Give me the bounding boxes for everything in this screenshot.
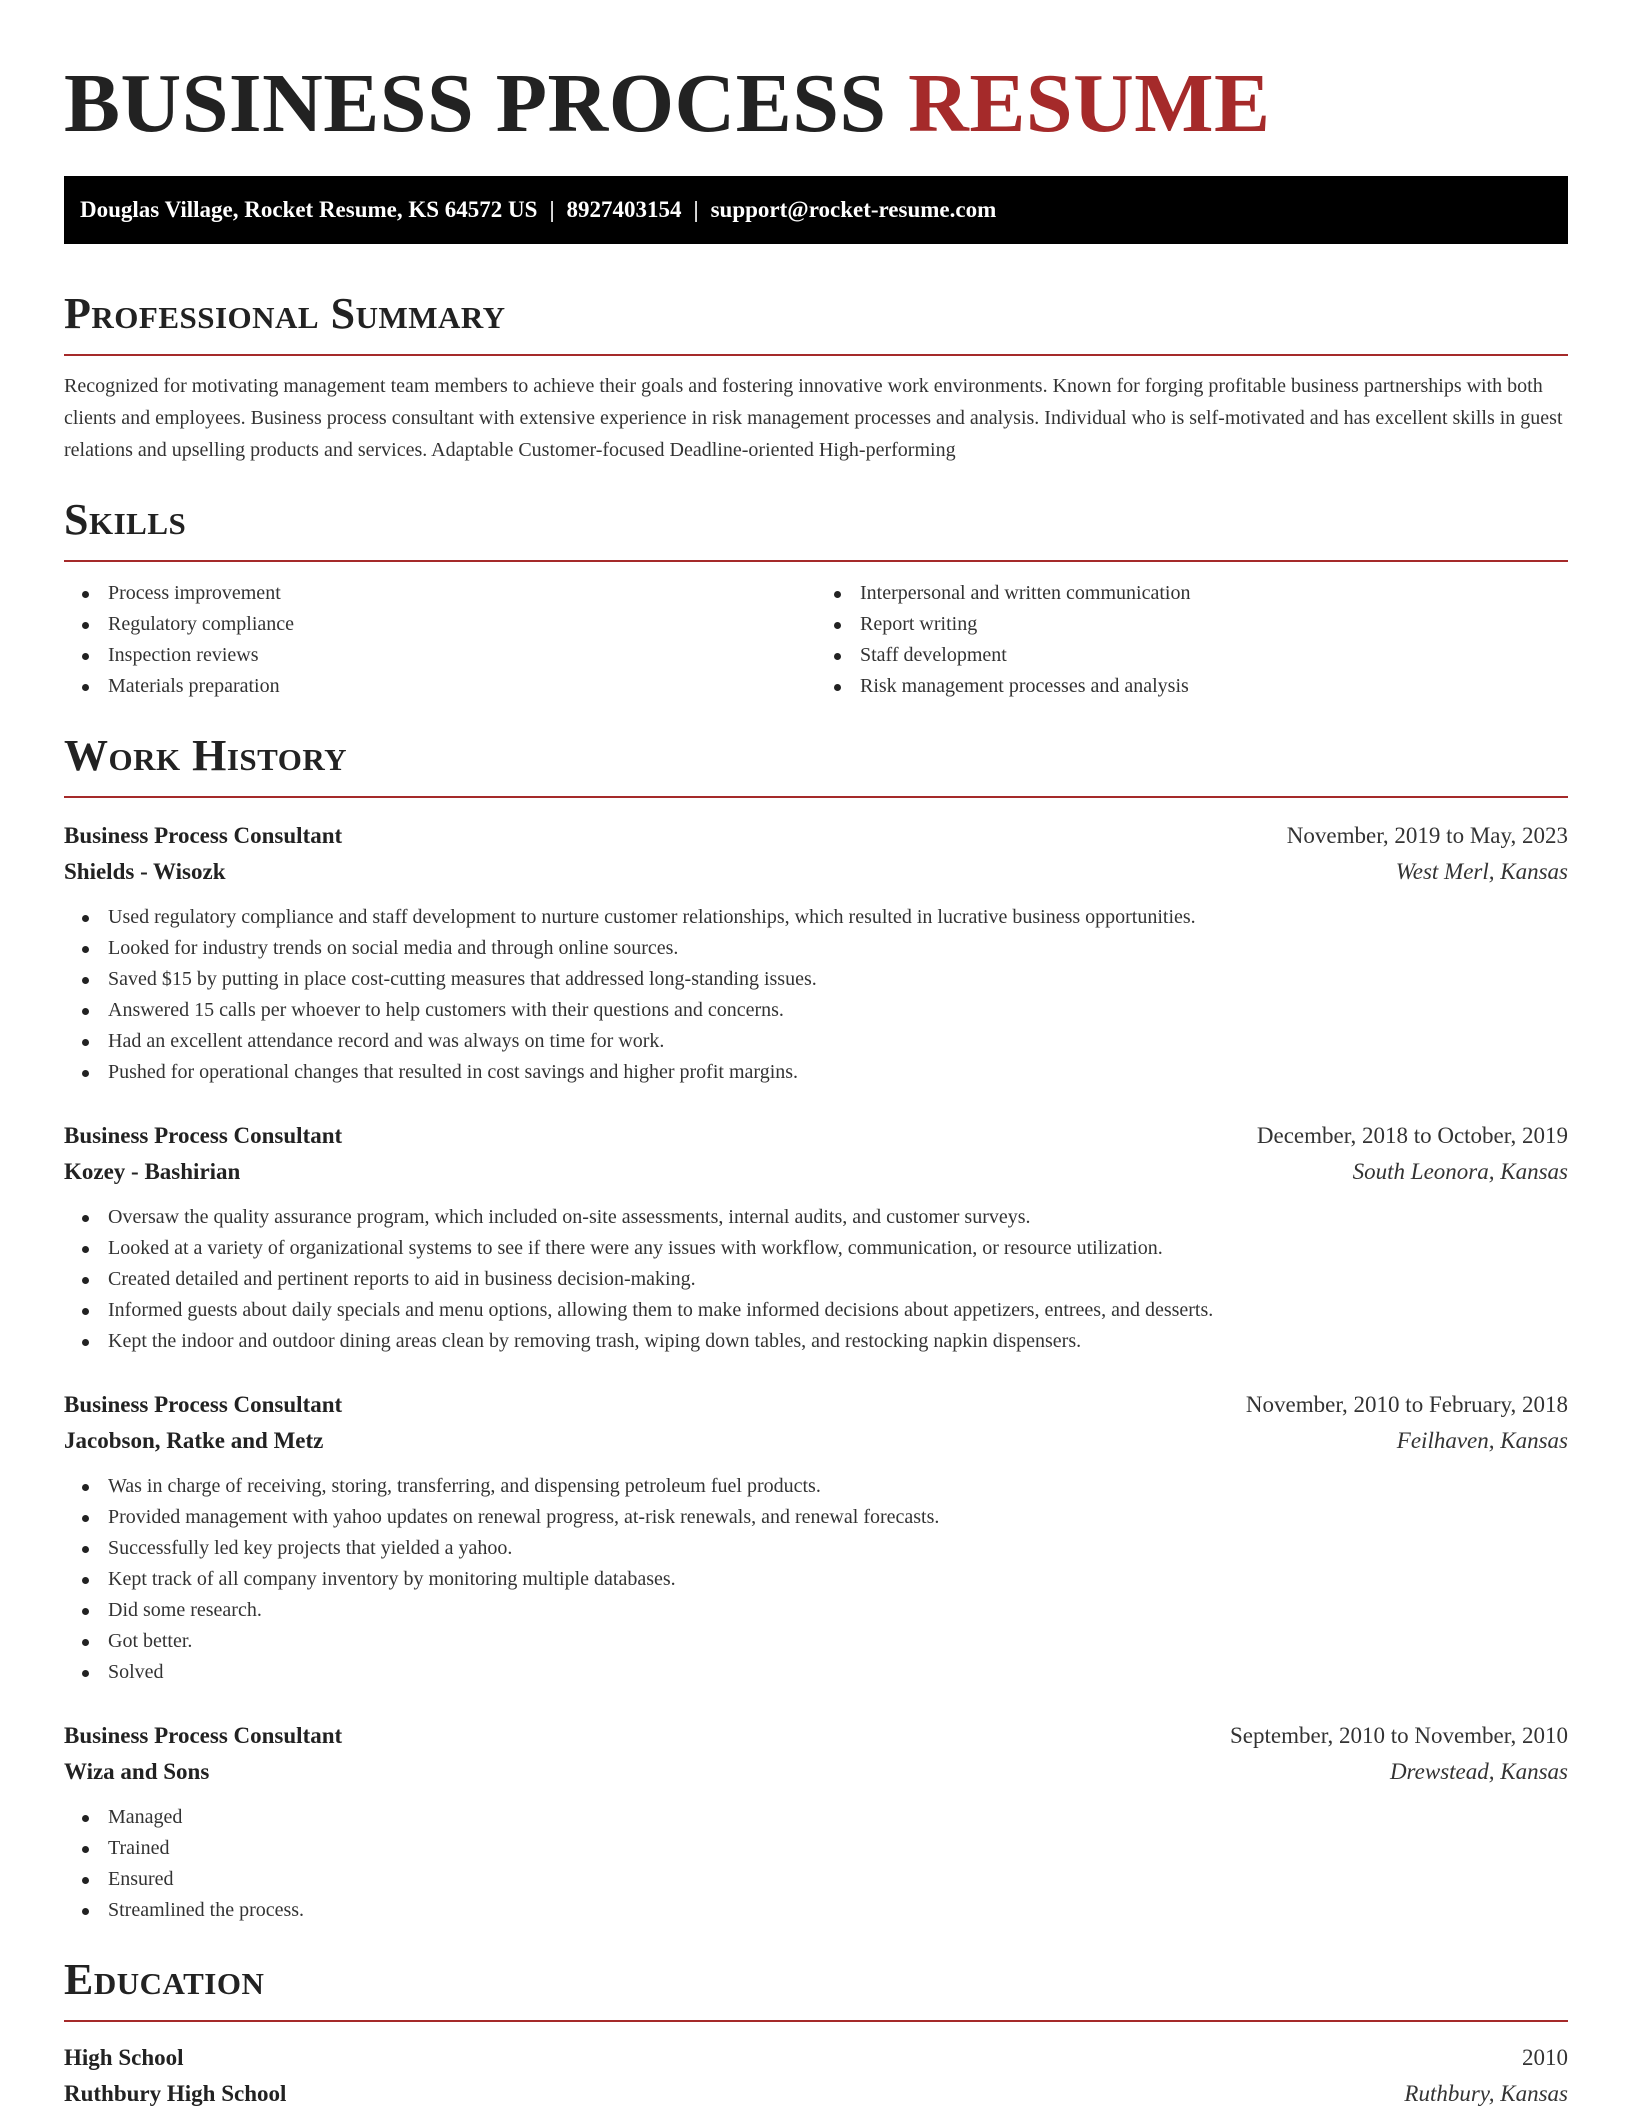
job-entry xyxy=(64,1118,1568,1357)
job-bullet: Kept track of all company inventory by monitoring multiple databases. xyxy=(64,1564,1568,1595)
education-entry xyxy=(64,2040,1568,2112)
job-dates: November, 2019 to May, 2023 xyxy=(1286,823,1568,848)
job-bullet: Created detailed and pertinent reports to aid in business decision-making. xyxy=(64,1264,1568,1295)
education-location: Ruthbury, Kansas xyxy=(1404,2081,1568,2106)
job-bullet: Had an excellent attendance record and was always on time for work. xyxy=(64,1026,1568,1057)
job-company-row xyxy=(64,1754,1568,1790)
job-entry xyxy=(64,1718,1568,1926)
job-location: Drewstead, Kansas xyxy=(1389,1759,1568,1784)
skills-column-right xyxy=(816,578,1568,702)
job-bullet: Informed guests about daily specials and menu options, allowing them to make informed decisions about appetizers, entrees, and desserts. xyxy=(64,1295,1568,1326)
title-main: BUSINESS PROCESS xyxy=(64,57,887,150)
contact-bar xyxy=(64,176,1568,244)
job-bullet: Pushed for operational changes that resulted in cost savings and higher profit margins. xyxy=(64,1057,1568,1088)
skill-item: Risk management processes and analysis xyxy=(816,671,1568,702)
job-title: Business Process Consultant xyxy=(64,1723,343,1748)
job-bullet: Oversaw the quality assurance program, which included on-site assessments, internal audits, and customer surveys. xyxy=(64,1202,1568,1233)
contact-email: support@rocket-resume.com xyxy=(710,197,997,222)
job-dates: December, 2018 to October, 2019 xyxy=(1256,1123,1568,1148)
job-entry xyxy=(64,1387,1568,1688)
job-title: Business Process Consultant xyxy=(64,823,343,848)
job-company: Jacobson, Ratke and Metz xyxy=(64,1428,324,1453)
skills-grid xyxy=(64,578,1568,702)
contact-phone: 8927403154 xyxy=(566,197,682,222)
job-bullet: Used regulatory compliance and staff development to nurture customer relationships, which resulted in lucrative business opportunities. xyxy=(64,902,1568,933)
section-heading: Professional Summary xyxy=(64,288,1568,356)
job-company-row xyxy=(64,1423,1568,1459)
contact-separator: | xyxy=(549,197,555,222)
job-bullet: Managed xyxy=(64,1802,1568,1833)
skill-item: Report writing xyxy=(816,609,1568,640)
section-heading: Work History xyxy=(64,730,1568,798)
skills-column-left xyxy=(64,578,816,702)
education-school-row xyxy=(64,2076,1568,2112)
skill-item: Regulatory compliance xyxy=(64,609,816,640)
job-bullet: Looked at a variety of organizational systems to see if there were any issues with workflow, communication, or resource utilization. xyxy=(64,1233,1568,1264)
job-header-row xyxy=(64,1718,1568,1754)
skill-item: Interpersonal and written communication xyxy=(816,578,1568,609)
summary-text: Recognized for motivating management team members to achieve their goals and fostering innovative work environments. Known for forging profitable business partnerships with both clients and employees. Business process consultant with extensive experience in risk management processes and analysis. Individual who is self-motivated and has excellent skills in guest relations and upselling products and services. Adaptable Customer-focused Deadline-oriented High-performing xyxy=(64,375,1563,461)
job-location: Feilhaven, Kansas xyxy=(1396,1428,1568,1453)
section-heading: Skills xyxy=(64,494,1568,562)
job-bullet: Was in charge of receiving, storing, transferring, and dispensing petroleum fuel products. xyxy=(64,1471,1568,1502)
job-dates: November, 2010 to February, 2018 xyxy=(1245,1392,1568,1417)
job-dates: September, 2010 to November, 2010 xyxy=(1230,1723,1568,1748)
job-entry xyxy=(64,818,1568,1088)
job-header-row xyxy=(64,1118,1568,1154)
job-company: Kozey - Bashirian xyxy=(64,1159,241,1184)
job-bullet: Trained xyxy=(64,1833,1568,1864)
job-title: Business Process Consultant xyxy=(64,1123,343,1148)
job-bullet: Streamlined the process. xyxy=(64,1895,1568,1926)
title-accent: RESUME xyxy=(908,57,1271,150)
education-year: 2010 xyxy=(1522,2045,1568,2070)
job-company: Shields - Wisozk xyxy=(64,859,226,884)
job-bullet: Successfully led key projects that yielded a yahoo. xyxy=(64,1533,1568,1564)
job-bullet: Saved $15 by putting in place cost-cutting measures that addressed long-standing issues. xyxy=(64,964,1568,995)
job-location: West Merl, Kansas xyxy=(1395,859,1568,884)
job-bullet: Ensured xyxy=(64,1864,1568,1895)
job-company: Wiza and Sons xyxy=(64,1759,210,1784)
job-company-row xyxy=(64,854,1568,890)
skill-item: Materials preparation xyxy=(64,671,816,702)
job-bullets xyxy=(64,1802,1568,1926)
job-location: South Leonora, Kansas xyxy=(1352,1159,1568,1184)
skill-item: Staff development xyxy=(816,640,1568,671)
job-bullet: Answered 15 calls per whoever to help customers with their questions and concerns. xyxy=(64,995,1568,1026)
job-bullet: Did some research. xyxy=(64,1595,1568,1626)
job-title: Business Process Consultant xyxy=(64,1392,343,1417)
job-bullets xyxy=(64,902,1568,1088)
contact-separator: | xyxy=(693,197,699,222)
job-bullet: Kept the indoor and outdoor dining areas clean by removing trash, wiping down tables, and restocking napkin dispensers. xyxy=(64,1326,1568,1357)
professional-summary-section xyxy=(64,288,1568,466)
resume-title xyxy=(64,0,1568,154)
job-bullet: Provided management with yahoo updates on renewal progress, at-risk renewals, and renewal forecasts. xyxy=(64,1502,1568,1533)
education-header-row xyxy=(64,2040,1568,2076)
contact-address: Douglas Village, Rocket Resume, KS 64572 US xyxy=(80,197,538,222)
job-bullet: Solved xyxy=(64,1657,1568,1688)
education-degree: High School xyxy=(64,2045,184,2070)
job-header-row xyxy=(64,818,1568,854)
job-company-row xyxy=(64,1154,1568,1190)
job-bullets xyxy=(64,1471,1568,1688)
job-bullet: Got better. xyxy=(64,1626,1568,1657)
skill-item: Process improvement xyxy=(64,578,816,609)
education-school: Ruthbury High School xyxy=(64,2081,287,2106)
section-heading: Education xyxy=(64,1954,1568,2022)
skill-item: Inspection reviews xyxy=(64,640,816,671)
job-bullet: Looked for industry trends on social media and through online sources. xyxy=(64,933,1568,964)
work-history-section xyxy=(64,730,1568,1926)
education-section xyxy=(64,1954,1568,2112)
job-header-row xyxy=(64,1387,1568,1423)
skills-section xyxy=(64,494,1568,702)
job-bullets xyxy=(64,1202,1568,1357)
